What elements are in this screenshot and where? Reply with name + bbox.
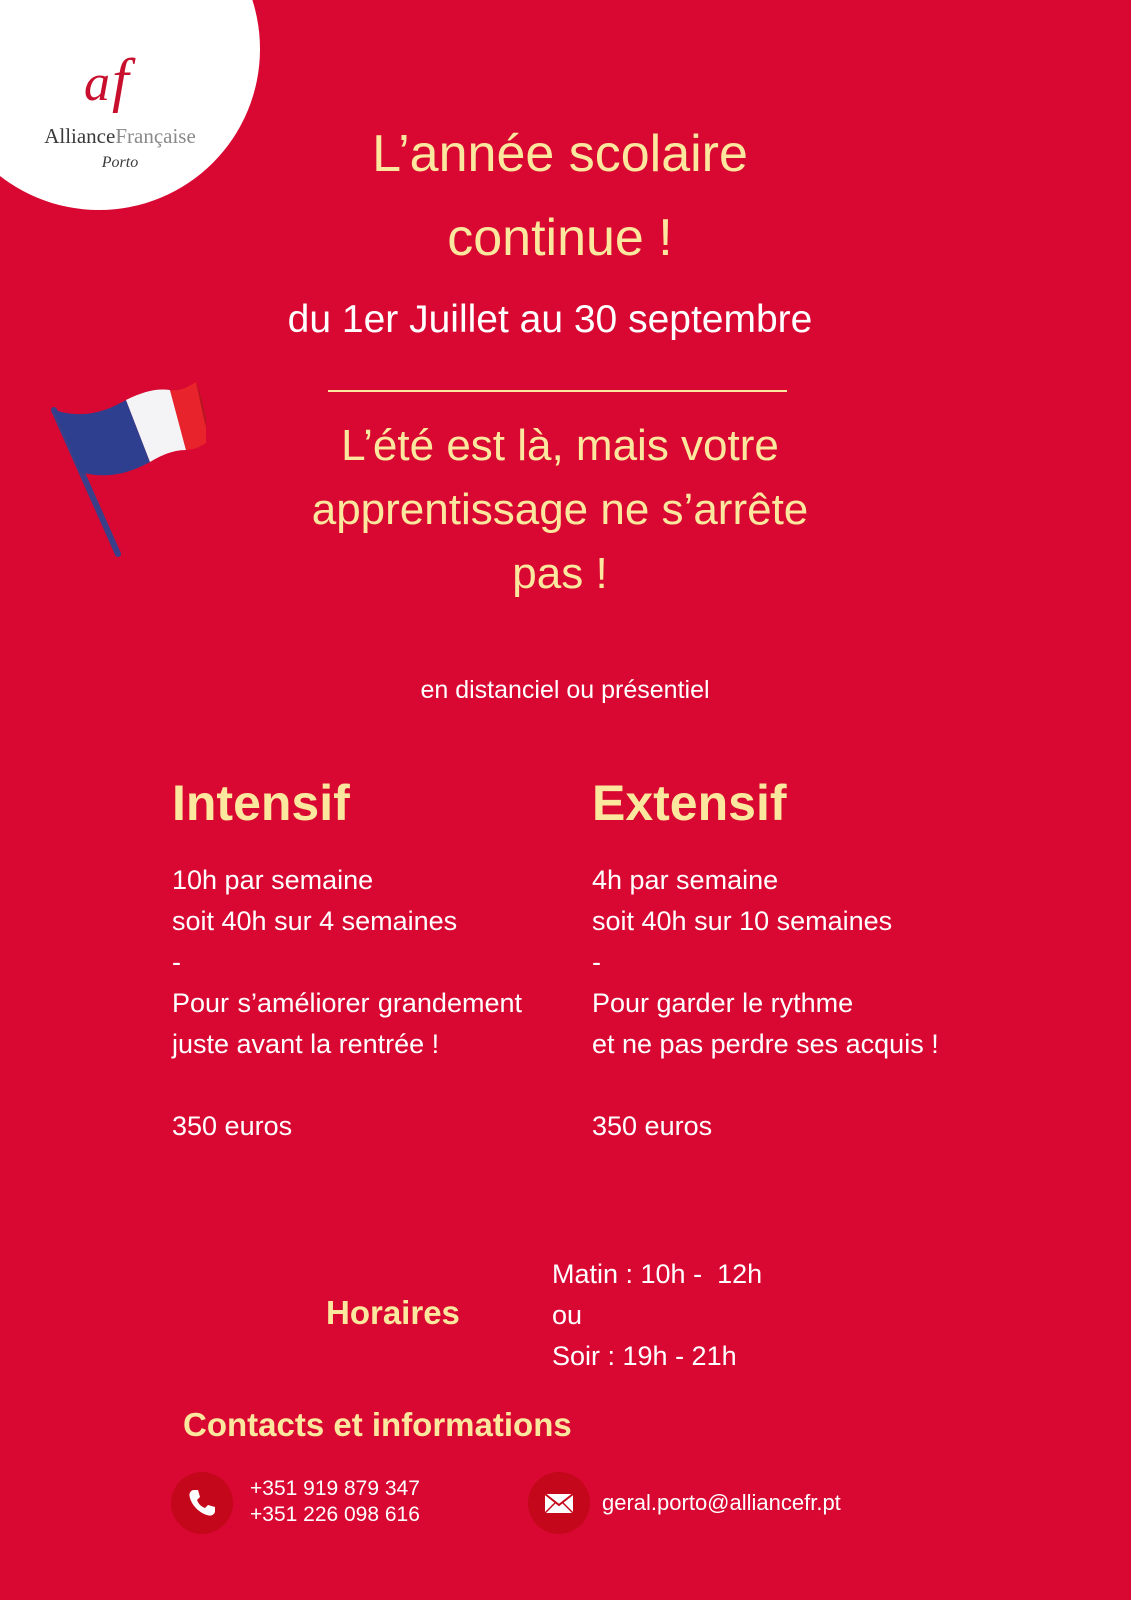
course-separator: - — [172, 947, 181, 977]
course-total: soit 40h sur 10 semaines — [592, 906, 893, 936]
logo-brand-name: AllianceFrançaise — [44, 124, 196, 148]
mail-icon[interactable] — [528, 1472, 590, 1534]
course-description: Pour s’améliorer grandement juste avant la rentrée ! — [172, 988, 522, 1059]
course-price: 350 euros — [172, 1111, 293, 1141]
schedule-or: ou — [552, 1300, 583, 1330]
course-price: 350 euros — [592, 1111, 713, 1141]
course-hours: 10h par semaine — [172, 865, 374, 895]
date-range: du 1er Juillet au 30 septembre — [287, 298, 813, 341]
phone-icon[interactable] — [171, 1472, 233, 1534]
summer-message: L’été est là, mais votre apprentissage ne s’arrête pas ! — [311, 421, 809, 598]
phone-number-2[interactable]: +351 226 098 616 — [250, 1503, 420, 1526]
course-hours: 4h par semaine — [592, 865, 779, 895]
schedule-evening: Soir : 19h - 21h — [552, 1341, 737, 1371]
schedule-morning: Matin : 10h - 12h — [552, 1259, 763, 1289]
email-link[interactable]: geral.porto@alliancefr.pt — [602, 1490, 841, 1515]
course-title: Intensif — [172, 775, 350, 831]
course-intensif — [172, 775, 522, 1147]
contacts-title: Contacts et informations — [183, 1406, 572, 1443]
af-logo-mark — [78, 48, 158, 120]
page-title: L’année scolaire continue ! — [372, 125, 748, 267]
course-separator: - — [592, 947, 601, 977]
logo-city: Porto — [101, 154, 139, 171]
french-flag-icon — [46, 380, 206, 566]
course-description: et ne pas perdre ses acquis ! — [592, 1029, 939, 1059]
phone-numbers[interactable] — [250, 1476, 420, 1528]
schedule-times — [552, 1254, 762, 1377]
course-description-first-line: Pour garder le rythme — [592, 988, 854, 1018]
schedule-label: Horaires — [326, 1294, 460, 1331]
course-total: soit 40h sur 4 semaines — [172, 906, 458, 936]
course-mode: en distanciel ou présentiel — [420, 676, 710, 704]
phone-number-1[interactable]: +351 919 879 347 — [250, 1477, 420, 1500]
divider-line — [328, 390, 787, 392]
course-extensif — [592, 775, 960, 1147]
svg-text:a: a — [84, 55, 110, 112]
course-title: Extensif — [592, 775, 787, 831]
svg-text:f: f — [112, 48, 129, 113]
